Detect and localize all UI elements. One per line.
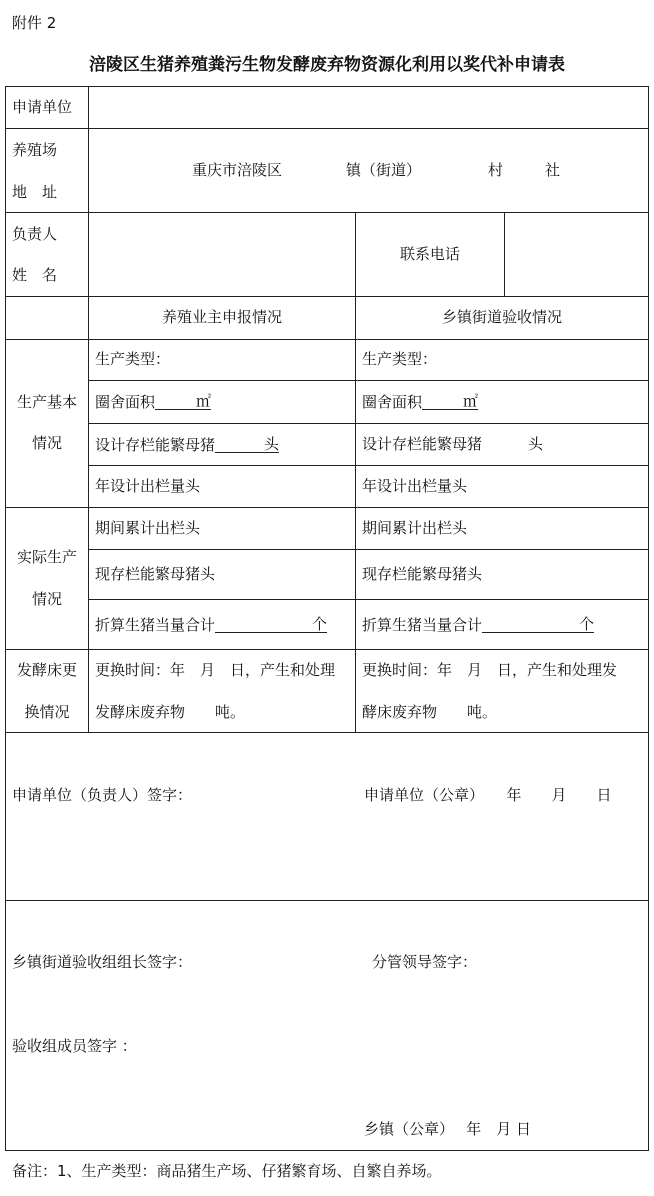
head-unit: 头 bbox=[528, 435, 544, 453]
equivalent-total-label: 折算生猪当量合计 bbox=[95, 616, 216, 634]
farmer-equivalent-total[interactable] bbox=[95, 617, 327, 633]
head-unit: 头 bbox=[215, 437, 279, 453]
town-production-type[interactable]: 生产类型： bbox=[362, 350, 438, 368]
unit-ge: 个 bbox=[215, 617, 327, 633]
applicant-seal-date: 申请单位（公章） 年 月 日 bbox=[364, 786, 612, 804]
members-signature-label: 验收组成员签字 ： bbox=[12, 1037, 137, 1055]
acceptance-signature-area[interactable] bbox=[10, 904, 644, 1146]
address-she: 社 bbox=[545, 161, 561, 179]
person-name-field[interactable] bbox=[92, 216, 351, 292]
farmer-current-sows[interactable]: 现存栏能繁母猪头 bbox=[95, 565, 216, 583]
farmer-declaration-header: 养殖业主申报情况 bbox=[161, 308, 282, 326]
equivalent-total-label: 折算生猪当量合计 bbox=[362, 616, 483, 634]
town-pen-area[interactable] bbox=[362, 394, 478, 410]
pen-area-label: 圈舍面积 bbox=[362, 393, 423, 411]
address-town: 镇（街道） bbox=[346, 161, 422, 179]
farm-label-line2: 地 址 bbox=[12, 183, 58, 201]
applicant-label: 申请单位 bbox=[12, 98, 73, 116]
town-design-sows[interactable] bbox=[362, 437, 543, 452]
design-sows-label: 设计存栏能繁母猪 bbox=[95, 436, 216, 454]
sqm-unit: ㎡ bbox=[155, 394, 211, 410]
phone-label: 联系电话 bbox=[399, 245, 460, 263]
farmer-replacement-line1[interactable]: 更换时间：年 月 日，产生和处理 bbox=[95, 661, 336, 679]
sqm-unit: ㎡ bbox=[422, 394, 478, 410]
leader-signature-label: 分管领导签字： bbox=[372, 953, 478, 971]
town-current-sows[interactable]: 现存栏能繁母猪头 bbox=[362, 565, 483, 583]
fermentation-bed-label-line1: 发酵床更 bbox=[16, 661, 77, 679]
applicant-field[interactable] bbox=[92, 90, 644, 124]
form-title: 涪陵区生猪养殖粪污生物发酵废弃物资源化利用以奖代补申请表 bbox=[89, 55, 565, 75]
basic-production-label-line1: 生产基本 bbox=[16, 393, 77, 411]
town-acceptance-header: 乡镇街道验收情况 bbox=[441, 308, 562, 326]
attachment-label: 附件 2 bbox=[12, 14, 57, 32]
farm-label-line1: 养殖场 bbox=[12, 141, 58, 159]
farmer-period-output[interactable]: 期间累计出栏头 bbox=[95, 519, 201, 537]
phone-field[interactable] bbox=[508, 216, 644, 292]
farmer-replacement-line2[interactable]: 发酵床废弃物 吨。 bbox=[95, 703, 246, 721]
town-seal-date: 乡镇（公章） 年 月 日 bbox=[364, 1120, 532, 1138]
farmer-annual-output[interactable]: 年设计出栏量头 bbox=[95, 477, 201, 495]
fermentation-bed-label-line2: 换情况 bbox=[24, 703, 70, 721]
footnote: 备注：1、生产类型：商品猪生产场、仔猪繁育场、自繁自养场。 bbox=[12, 1162, 442, 1180]
applicant-signature-label: 申请单位（负责人）签字： bbox=[12, 786, 193, 804]
address-village: 村 bbox=[488, 161, 504, 179]
address-city: 重庆市涪陵区 bbox=[192, 161, 283, 179]
person-label-line2: 姓 名 bbox=[12, 266, 58, 284]
town-equivalent-total[interactable] bbox=[362, 617, 594, 633]
unit-ge: 个 bbox=[482, 617, 594, 633]
town-replacement-line1[interactable]: 更换时间：年 月 日，产生和处理发 bbox=[362, 661, 618, 679]
basic-production-label-line2: 情况 bbox=[31, 434, 62, 452]
town-replacement-line2[interactable]: 酵床废弃物 吨。 bbox=[362, 703, 498, 721]
town-period-output[interactable]: 期间累计出栏头 bbox=[362, 519, 468, 537]
farmer-pen-area[interactable] bbox=[95, 394, 211, 410]
actual-production-label-line1: 实际生产 bbox=[16, 548, 77, 566]
town-annual-output[interactable]: 年设计出栏量头 bbox=[362, 477, 468, 495]
farmer-design-sows[interactable] bbox=[95, 437, 279, 453]
design-sows-label: 设计存栏能繁母猪 bbox=[362, 435, 483, 453]
group-leader-signature-label: 乡镇街道验收组组长签字： bbox=[12, 953, 193, 971]
pen-area-label: 圈舍面积 bbox=[95, 393, 156, 411]
person-label-line1: 负责人 bbox=[12, 225, 58, 243]
actual-production-label-line2: 情况 bbox=[31, 590, 62, 608]
farmer-production-type[interactable]: 生产类型： bbox=[95, 350, 171, 368]
applicant-signature-area[interactable] bbox=[10, 736, 644, 896]
